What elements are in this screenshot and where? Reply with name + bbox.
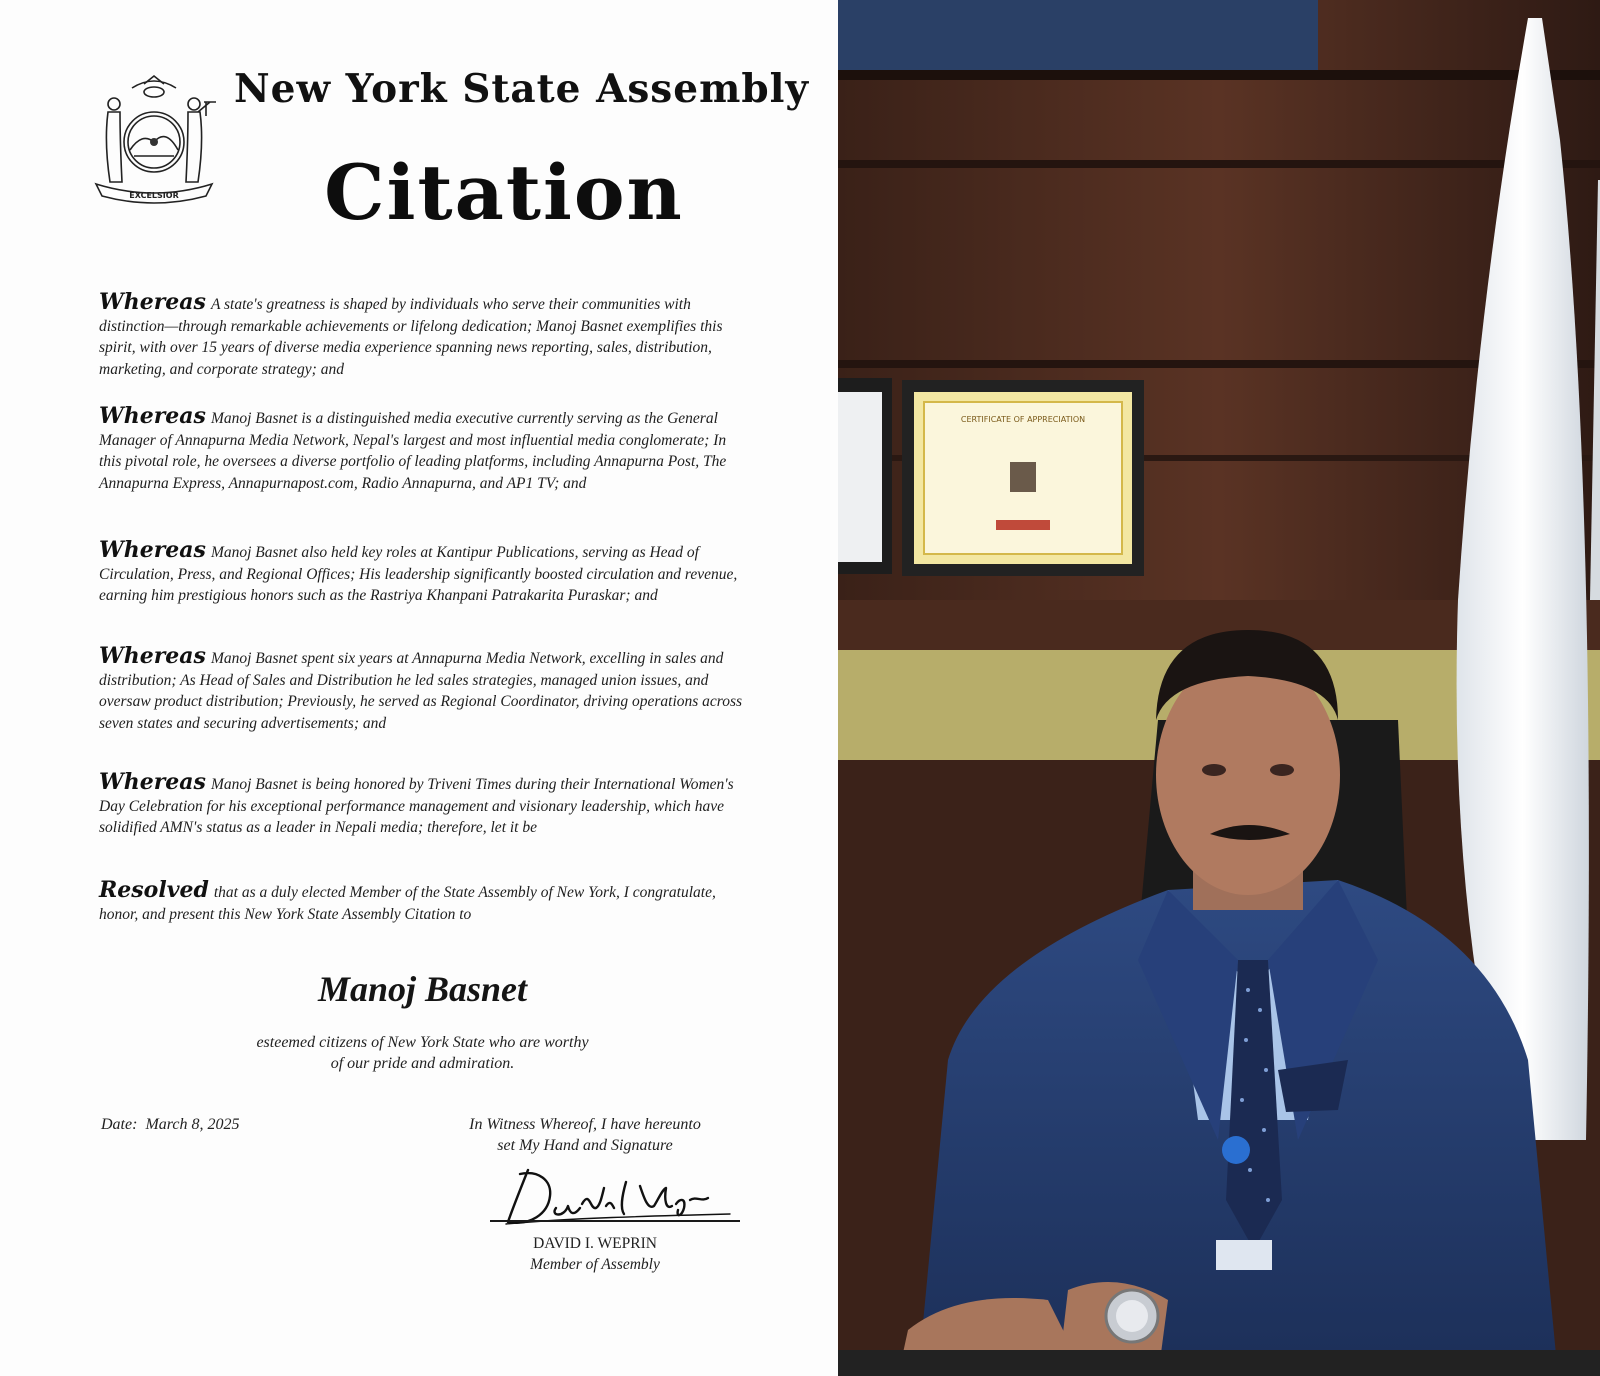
- witness-line-1: In Witness Whereof, I have hereunto: [469, 1116, 701, 1133]
- closing-line-2: of our pride and admiration.: [330, 1055, 515, 1072]
- office-portrait-photo: [838, 0, 1600, 1376]
- assembly-title: New York State Assembly: [234, 66, 810, 112]
- paragraph-lead: Resolved: [99, 877, 209, 903]
- paragraph-lead: Whereas: [99, 643, 206, 669]
- ny-state-seal-icon: [86, 72, 222, 210]
- signer-block: [470, 1233, 720, 1275]
- handwritten-signature: [490, 1160, 740, 1238]
- witness-line-2: set My Hand and Signature: [497, 1137, 673, 1154]
- paragraph-lead: Whereas: [99, 403, 206, 429]
- whereas-paragraph-3: [99, 537, 751, 607]
- signer-title: Member of Assembly: [530, 1256, 660, 1273]
- paragraph-lead: Whereas: [99, 769, 206, 795]
- date-label: Date:: [101, 1116, 138, 1133]
- signature-line: [490, 1220, 740, 1222]
- resolved-paragraph: [99, 877, 751, 925]
- whereas-paragraph-4: [99, 643, 751, 734]
- closing-statement: [170, 1032, 675, 1074]
- witness-statement: [440, 1114, 730, 1156]
- paragraph-text: that as a duly elected Member of the State Assembly of New York, I congratulate, honor, and present this New York State Assembly Citation to: [99, 884, 716, 923]
- document-title: Citation: [324, 148, 684, 237]
- paragraph-text: A state's greatness is shaped by individuals who serve their communities with distinction—through remarkable achievements or lifelong dedication; Manoj Basnet exemplifies this spirit, with over 15 years of diverse media experience spanning news reporting, sales, distribution, marketing, and corporate strategy; and: [99, 296, 723, 378]
- portrait-illustration: [838, 0, 1600, 1376]
- paragraph-text: Manoj Basnet spent six years at Annapurna Media Network, excelling in sales and distribution; As Head of Sales and Distribution he led sales strategies, managed union issues, and oversaw product distribution; Previously, he served as Regional Coordinator, driving operations across seven states and securing advertisements; and: [99, 650, 743, 732]
- paragraph-text: Manoj Basnet is a distinguished media executive currently serving as the General Manager of Annapurna Media Network, Nepal's largest and most influential media conglomerate; In this pivotal role, he oversees a diverse portfolio of leading platforms, including Annapurna Post, The Annapurna Express, Annapurnapost.com, Radio Annapurna, and AP1 TV; and: [99, 410, 727, 492]
- paragraph-text: Manoj Basnet also held key roles at Kantipur Publications, serving as Head of Circulation, Press, and Regional Offices; His leadership significantly boosted circulation and revenue, earning him prestigious honors such as the Rastriya Khanpani Patrakarita Puraskar; and: [99, 544, 738, 604]
- seal-motto: EXCELSIOR: [129, 191, 179, 200]
- paragraph-lead: Whereas: [99, 537, 206, 563]
- closing-line-1: esteemed citizens of New York State who are worthy: [256, 1034, 589, 1051]
- paragraph-text: Manoj Basnet is being honored by Triveni Times during their International Women's Day Celebration for his exceptional performance management and visionary leadership, which have solidified AMN's status as a leader in Nepali media; therefore, let it be: [99, 776, 734, 836]
- whereas-paragraph-5: [99, 769, 751, 839]
- date-value: March 8, 2025: [145, 1116, 240, 1133]
- paragraph-lead: Whereas: [99, 289, 206, 315]
- whereas-paragraph-1: [99, 289, 751, 380]
- certificate-heading: CERTIFICATE OF APPRECIATION: [960, 415, 1086, 424]
- whereas-paragraph-2: [99, 403, 751, 494]
- honoree-name: Manoj Basnet: [317, 969, 528, 1009]
- date-line: [101, 1116, 240, 1134]
- signer-name: DAVID I. WEPRIN: [533, 1235, 657, 1252]
